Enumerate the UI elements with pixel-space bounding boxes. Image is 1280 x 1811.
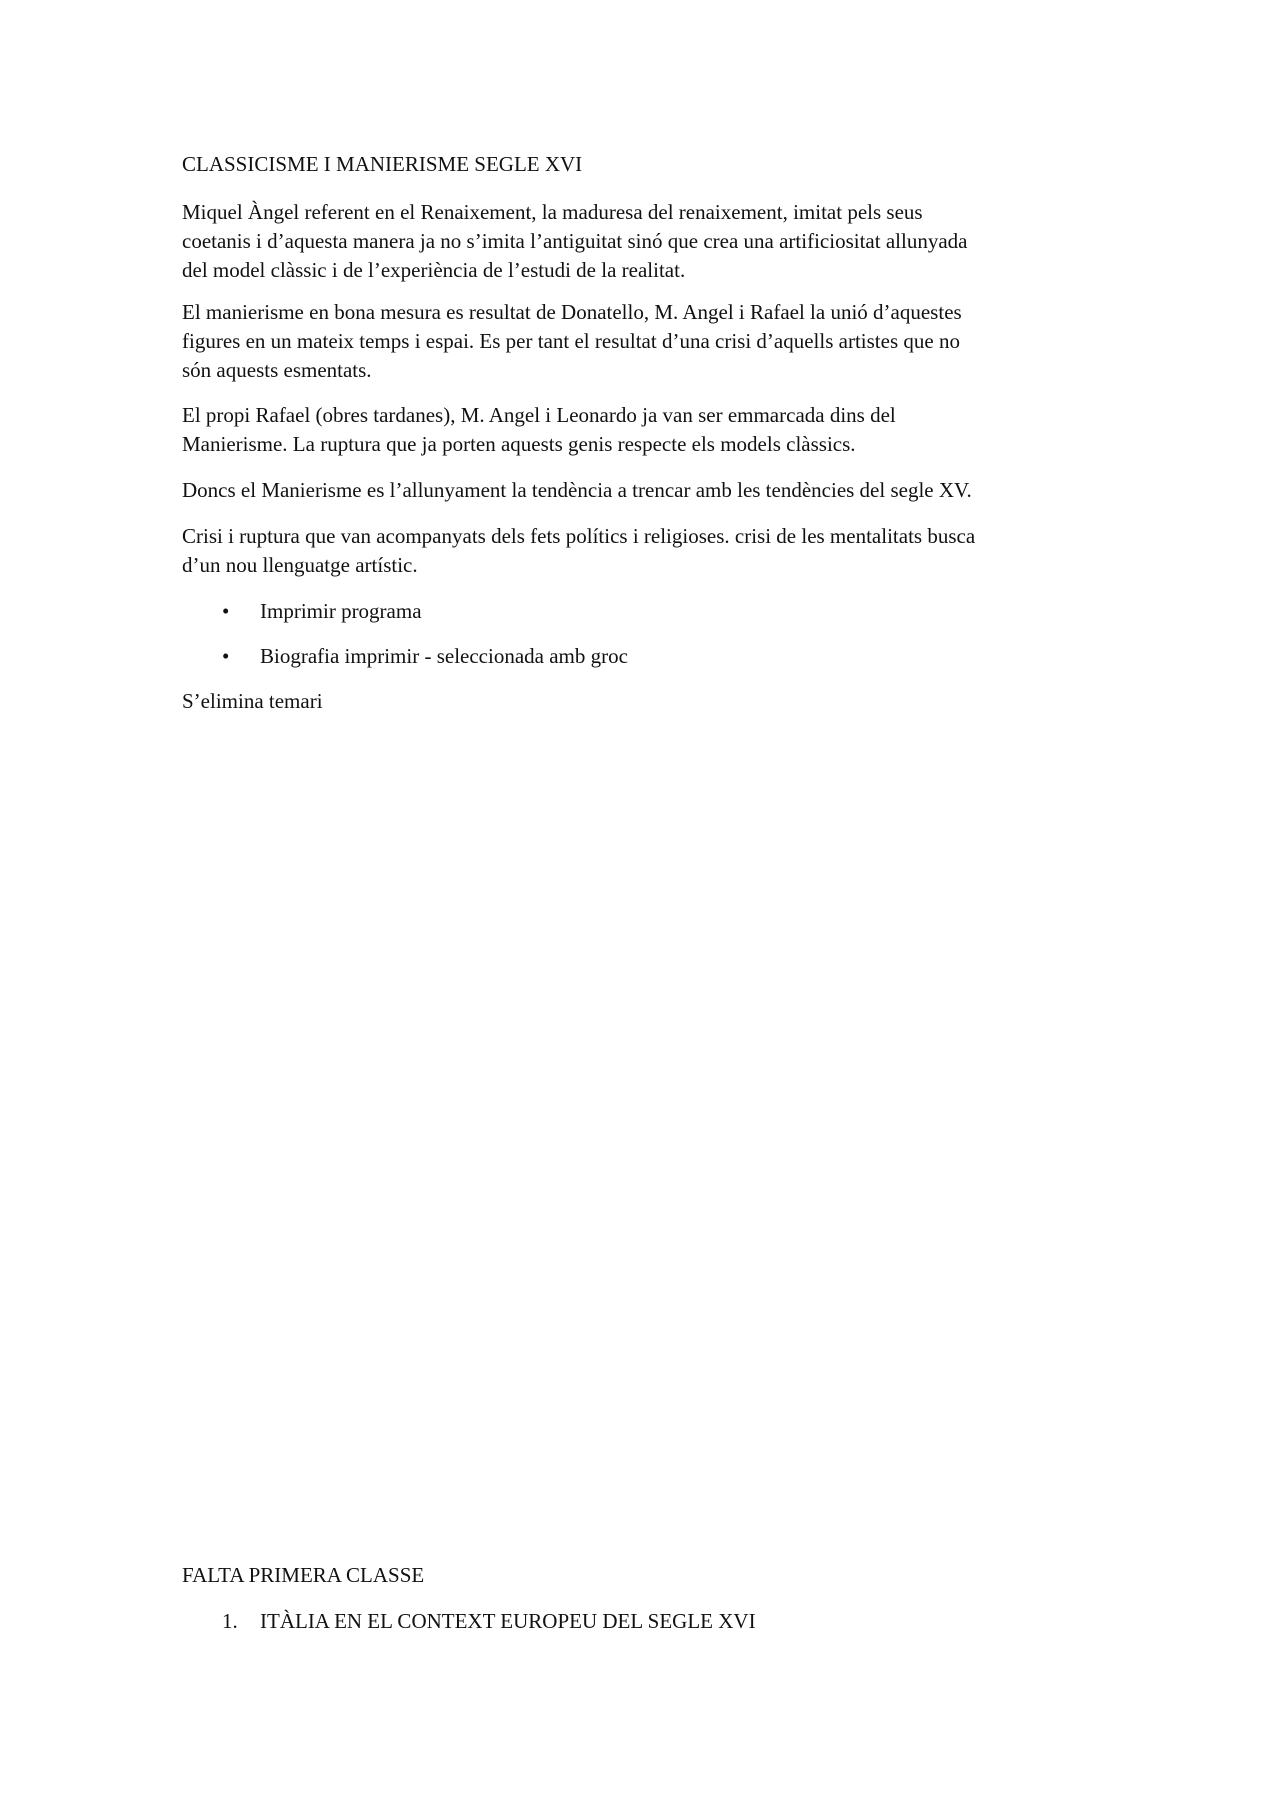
- paragraph-line: Doncs el Manierisme es l’allunyament la tendència a trencar amb les tendències del segle XV.: [182, 478, 972, 502]
- paragraph-line: Miquel Àngel referent en el Renaixement, la maduresa del renaixement, imitat pels seus: [182, 200, 923, 224]
- paragraph-line: figures en un mateix temps i espai. Es per tant el resultat d’una crisi d’aquells artistes que no: [182, 329, 960, 353]
- paragraph-line: del model clàssic i de l’experiència de l’estudi de la realitat.: [182, 258, 686, 282]
- closing-line: S’elimina temari: [182, 689, 323, 713]
- paragraph-line: són aquests esmentats.: [182, 358, 372, 382]
- bullet-marker: •: [222, 644, 230, 668]
- document-title: CLASSICISME I MANIERISME SEGLE XVI: [182, 152, 583, 176]
- section-heading: FALTA PRIMERA CLASSE: [182, 1563, 425, 1587]
- numbered-text: ITÀLIA EN EL CONTEXT EUROPEU DEL SEGLE XVI: [260, 1609, 756, 1633]
- paragraph-3: [182, 401, 1102, 459]
- paragraph-line: El manierisme en bona mesura es resultat de Donatello, M. Angel i Rafael la unió d’aquestes: [182, 300, 962, 324]
- paragraph-1: [182, 198, 1102, 285]
- paragraph-line: Manierisme. La ruptura que ja porten aquests genis respecte els models clàssics.: [182, 432, 856, 456]
- bullet-marker: •: [222, 599, 230, 623]
- paragraph-2: [182, 298, 1102, 385]
- paragraph-line: d’un nou llenguatge artístic.: [182, 553, 418, 577]
- paragraph-4: [182, 476, 1102, 505]
- bullet-text: Biografia imprimir - seleccionada amb groc: [260, 644, 628, 668]
- paragraph-line: coetanis i d’aquesta manera ja no s’imita l’antiguitat sinó que crea una artificiositat allunyada: [182, 229, 968, 253]
- paragraph-line: Crisi i ruptura que van acompanyats dels fets polítics i religioses. crisi de les mentalitats busca: [182, 524, 976, 548]
- bullet-text: Imprimir programa: [260, 599, 422, 623]
- paragraph-5: [182, 522, 1102, 580]
- paragraph-line: El propi Rafael (obres tardanes), M. Angel i Leonardo ja van ser emmarcada dins del: [182, 403, 896, 427]
- numbered-marker: 1.: [222, 1609, 238, 1633]
